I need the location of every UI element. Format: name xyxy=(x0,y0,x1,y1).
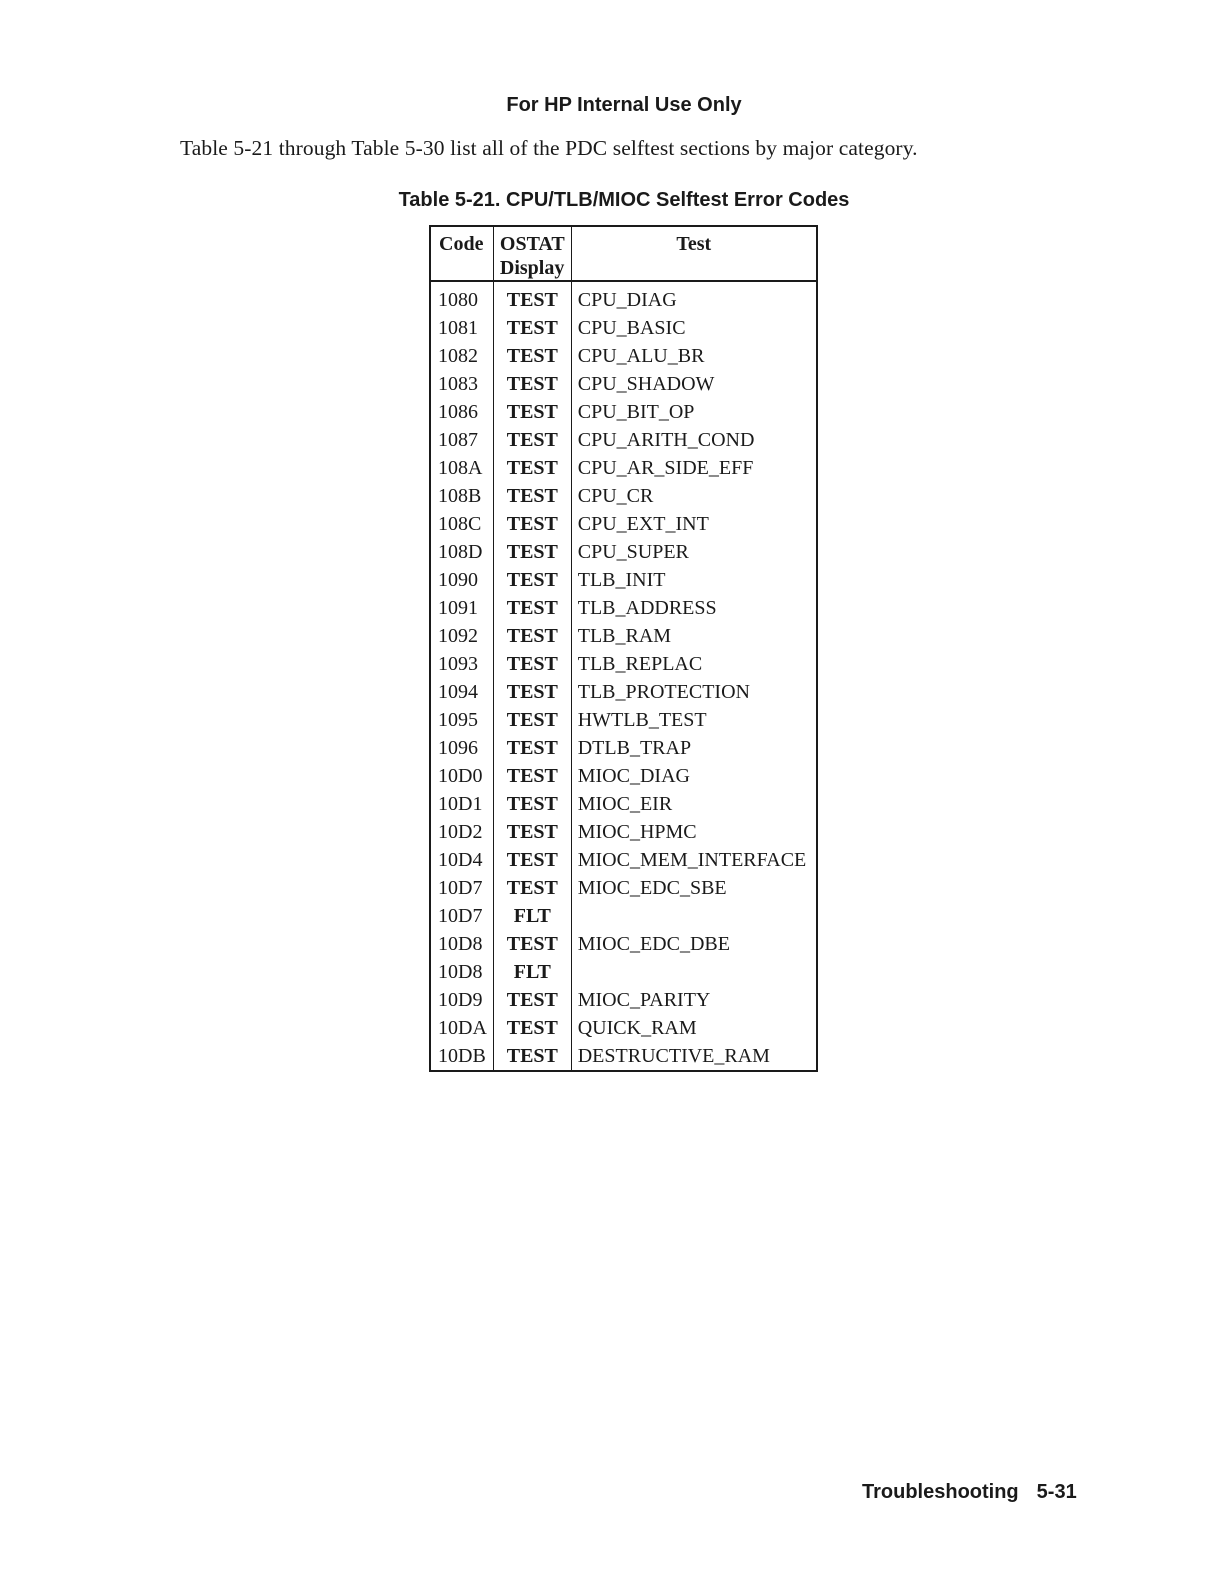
cell-ostat: TEST xyxy=(493,986,571,1014)
cell-test: CPU_SHADOW xyxy=(571,370,817,398)
cell-ostat: TEST xyxy=(493,762,571,790)
table-caption: Table 5-21. CPU/TLB/MIOC Selftest Error Codes xyxy=(398,189,850,211)
table-row xyxy=(430,454,817,482)
cell-ostat: TEST xyxy=(493,1042,571,1071)
table-row xyxy=(430,1014,817,1042)
cell-code: 108D xyxy=(438,541,483,563)
cell-test: TLB_RAM xyxy=(571,622,817,650)
cell-ostat: TEST xyxy=(493,818,571,846)
cell-ostat: TEST xyxy=(493,846,571,874)
cell-ostat: TEST xyxy=(493,678,571,706)
footer-page-number: 5-31 xyxy=(1036,1481,1077,1503)
cell-code: 10D9 xyxy=(438,989,483,1011)
cell-ostat: TEST xyxy=(493,874,571,902)
footer-section: Troubleshooting xyxy=(862,1481,1019,1503)
cell-test: CPU_BIT_OP xyxy=(571,398,817,426)
cell-code: 10D2 xyxy=(438,821,483,843)
cell-code: 108A xyxy=(438,457,483,479)
cell-ostat: TEST xyxy=(493,426,571,454)
table-row xyxy=(430,482,817,510)
cell-test xyxy=(571,902,817,930)
cell-code: 1083 xyxy=(438,373,478,395)
cell-test: CPU_ARITH_COND xyxy=(571,426,817,454)
table-header-row xyxy=(430,226,817,281)
internal-use-notice: For HP Internal Use Only xyxy=(506,94,742,116)
table-row xyxy=(430,678,817,706)
table-row xyxy=(430,398,817,426)
column-header-ostat: OSTAT Display xyxy=(493,226,571,281)
page-footer xyxy=(862,1481,1077,1504)
cell-code: 1082 xyxy=(438,345,478,367)
cell-test: CPU_EXT_INT xyxy=(571,510,817,538)
cell-test: DESTRUCTIVE_RAM xyxy=(571,1042,817,1071)
column-header-test: Test xyxy=(571,226,817,281)
cell-test: TLB_PROTECTION xyxy=(571,678,817,706)
table-row xyxy=(430,566,817,594)
cell-code: 10D7 xyxy=(438,905,483,927)
cell-test: TLB_REPLAC xyxy=(571,650,817,678)
cell-ostat: TEST xyxy=(493,370,571,398)
table-row xyxy=(430,846,817,874)
cell-test: HWTLB_TEST xyxy=(571,706,817,734)
cell-ostat: TEST xyxy=(493,594,571,622)
cell-code: 108C xyxy=(438,513,482,535)
table-row xyxy=(430,650,817,678)
cell-test: MIOC_EIR xyxy=(571,790,817,818)
cell-code: 1096 xyxy=(438,737,478,759)
cell-code: 10D7 xyxy=(438,877,483,899)
cell-test: CPU_SUPER xyxy=(571,538,817,566)
cell-ostat: TEST xyxy=(493,314,571,342)
column-header-code: Code xyxy=(430,226,493,281)
cell-test: CPU_ALU_BR xyxy=(571,342,817,370)
table-row xyxy=(430,818,817,846)
error-codes-table xyxy=(429,225,818,1072)
cell-test xyxy=(571,958,817,986)
table-row xyxy=(430,734,817,762)
cell-code: 1094 xyxy=(438,681,478,703)
cell-test: CPU_BASIC xyxy=(571,314,817,342)
table-row xyxy=(430,902,817,930)
cell-code: 1092 xyxy=(438,625,478,647)
cell-ostat: TEST xyxy=(493,734,571,762)
table-row xyxy=(430,342,817,370)
cell-ostat: TEST xyxy=(493,1014,571,1042)
cell-code: 10D0 xyxy=(438,765,483,787)
cell-test: MIOC_PARITY xyxy=(571,986,817,1014)
cell-code: 10D8 xyxy=(438,933,483,955)
cell-code: 1093 xyxy=(438,653,478,675)
cell-test: MIOC_HPMC xyxy=(571,818,817,846)
cell-code: 10D1 xyxy=(438,793,483,815)
cell-ostat: TEST xyxy=(493,930,571,958)
cell-test: MIOC_EDC_DBE xyxy=(571,930,817,958)
cell-test: TLB_INIT xyxy=(571,566,817,594)
cell-code: 10DB xyxy=(438,1045,486,1067)
table-row xyxy=(430,1042,817,1071)
cell-ostat: TEST xyxy=(493,454,571,482)
cell-test: MIOC_MEM_INTERFACE xyxy=(571,846,817,874)
cell-code: 1095 xyxy=(438,709,478,731)
cell-ostat: TEST xyxy=(493,790,571,818)
cell-code: 1090 xyxy=(438,569,478,591)
cell-code: 108B xyxy=(438,485,482,507)
table-row xyxy=(430,762,817,790)
cell-code: 10DA xyxy=(438,1017,487,1039)
cell-test: QUICK_RAM xyxy=(571,1014,817,1042)
table-row xyxy=(430,370,817,398)
cell-code: 1081 xyxy=(438,317,478,339)
cell-ostat: TEST xyxy=(493,538,571,566)
intro-paragraph: Table 5-21 through Table 5-30 list all of the PDC selftest sections by major category. xyxy=(180,136,918,160)
cell-test: DTLB_TRAP xyxy=(571,734,817,762)
cell-code: 1091 xyxy=(438,597,478,619)
cell-test: TLB_ADDRESS xyxy=(571,594,817,622)
cell-test: CPU_AR_SIDE_EFF xyxy=(571,454,817,482)
cell-code: 1087 xyxy=(438,429,478,451)
cell-ostat: TEST xyxy=(493,510,571,538)
table-row xyxy=(430,958,817,986)
cell-code: 1086 xyxy=(438,401,478,423)
table-row xyxy=(430,426,817,454)
table-row xyxy=(430,510,817,538)
cell-test: CPU_CR xyxy=(571,482,817,510)
table-row xyxy=(430,594,817,622)
cell-ostat: TEST xyxy=(493,706,571,734)
table-row xyxy=(430,930,817,958)
table-row xyxy=(430,622,817,650)
cell-code: 1080 xyxy=(438,289,478,311)
table-row xyxy=(430,281,817,314)
cell-ostat: TEST xyxy=(493,482,571,510)
table-row xyxy=(430,874,817,902)
cell-ostat: TEST xyxy=(493,342,571,370)
table-body xyxy=(430,281,817,1071)
cell-ostat: TEST xyxy=(493,281,571,314)
cell-ostat: TEST xyxy=(493,622,571,650)
table-row xyxy=(430,314,817,342)
table-row xyxy=(430,986,817,1014)
cell-ostat: FLT xyxy=(493,958,571,986)
table-row xyxy=(430,790,817,818)
cell-ostat: TEST xyxy=(493,566,571,594)
table-row xyxy=(430,706,817,734)
cell-ostat: TEST xyxy=(493,650,571,678)
cell-code: 10D8 xyxy=(438,961,483,983)
cell-test: MIOC_DIAG xyxy=(571,762,817,790)
cell-test: MIOC_EDC_SBE xyxy=(571,874,817,902)
table-row xyxy=(430,538,817,566)
cell-ostat: TEST xyxy=(493,398,571,426)
cell-ostat: FLT xyxy=(493,902,571,930)
cell-test: CPU_DIAG xyxy=(571,281,817,314)
cell-code: 10D4 xyxy=(438,849,483,871)
